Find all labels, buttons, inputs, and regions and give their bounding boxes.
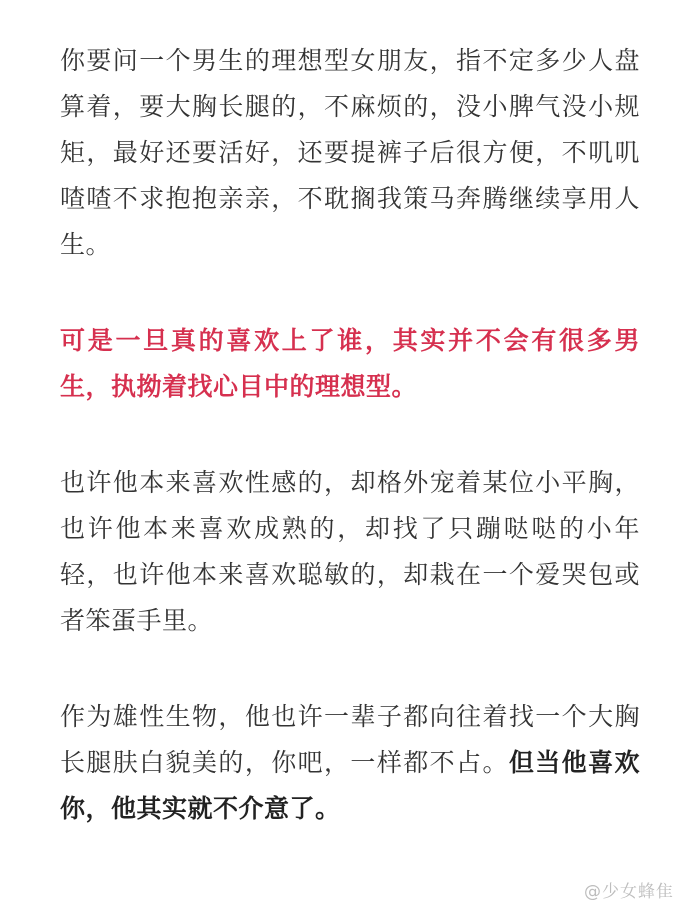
highlight-paragraph: 可是一旦真的喜欢上了谁，其实并不会有很多男生，执拗着找心目中的理想型。 [60, 326, 640, 401]
paragraph-3: 也许他本来喜欢性感的，却格外宠着某位小平胸，也许他本来喜欢成熟的，却找了只蹦哒哒的小年轻，也许他本来喜欢聪敏的，却栽在一个爱哭包或者笨蛋手里。 [60, 468, 640, 635]
paragraph-1: 你要问一个男生的理想型女朋友，指不定多少人盘算着，要大胸长腿的，不麻烦的，没小脾气没小规矩，最好还要活好，还要提裤子后很方便，不叽叽喳喳不求抱抱亲亲，不耽搁我策马奔腾继续享用人生。 [60, 46, 640, 259]
watermark: @少女蜂隹 [584, 882, 674, 902]
paragraph-4-text: 作为雄性生物，他也许一辈子都向往着找一个大胸长腿肤白貌美的，你吧，一样都不占。 [60, 702, 640, 777]
article-body [60, 38, 640, 832]
paragraph-4 [60, 694, 640, 832]
paragraph-4-bold-text: 但当他喜欢你，他其实就不介意了。 [60, 748, 640, 823]
